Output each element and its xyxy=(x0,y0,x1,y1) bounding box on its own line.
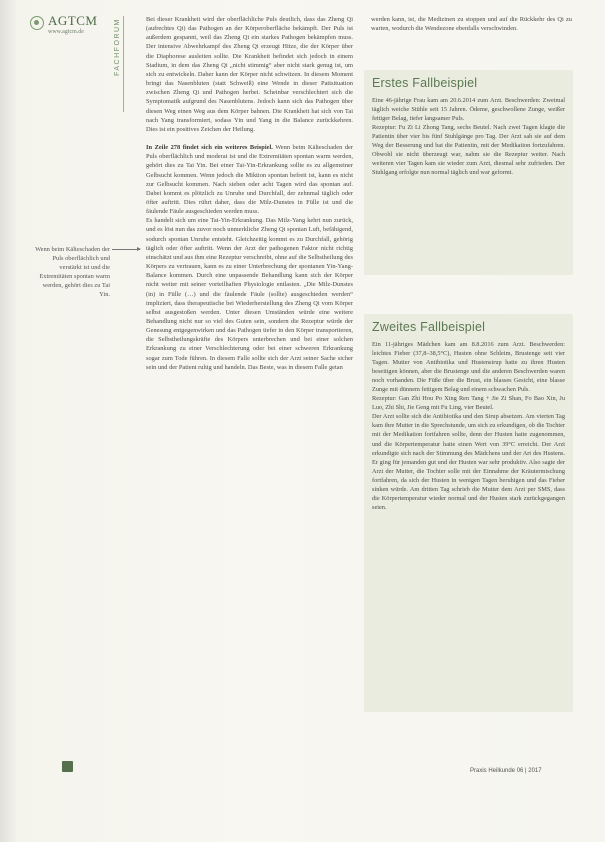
case-1-paragraph-1: Eine 46-jährige Frau kam am 20.6.2014 zum Arzt. Beschwerden: Zweimal täglich weiche Stühle seit 15 Jahren. Ödeme, geschwollene Zunge, weißer fettiger Belag, tiefer langsamer Puls. xyxy=(372,97,565,123)
case-box-2 xyxy=(364,314,573,712)
right-intro-paragraph: werden kann, ist, die Medizinen zu stoppen und auf die Rückkehr des Qi zu warten, wodurch die Wendezone ebenfalls verschwinden. xyxy=(371,16,572,33)
agtcm-logo xyxy=(30,14,125,54)
margin-note-arrow-icon xyxy=(112,249,140,250)
logo-url: www.agtcm.de xyxy=(48,29,84,35)
margin-note: Wenn beim Kälteschaden der Puls oberflächlich und verstärkt ist und die Extremitäten spontan warm werden, gehört dies zu Tai Yin. xyxy=(35,246,110,299)
middle-paragraph-3: Es handelt sich um eine Tai-Yin-Erkrankung. Das Milz-Yang kehrt nun zurück, und es löst nun das zuvor noch unmerkliche Zheng Qi spontan Luft, befähigend, sodurch spontan Unruhe entsteht. Gleichzeitig kommt es zu Durchfall, gehörig täglich oder öfter auftritt. Wenn der Arzt der pathogenen Faktor nicht richtig einschätzt und aus ihm eine Rezeptur verschreibt, ohne auf die Selbstheilung des Körpers zu vertrauen, kann es zu einer Unterbrechung der spontanen Yin-Yang-Balance kommen. Durch eine unpassende Behandlung kann sich der Körper nicht weiter mit seiner vorteilhaften Physiologie entlasten. „Die Milz-Dunstes (in) in Fülle (…) und die fäulende Fäule (sollte) ausgeschieden werden“ impliziert, dass therapeutische bei Wiederherstellung des Zheng Qi vom Körper selbst ausgestoßen werden. Unter diesen Umständen würde eine weitere Behandlung nicht nur so viel des Guten sein, sondern die Rezeptur würde der Genesung entgegenwirken und das Pathogen tiefer in den Körper transportieren, die Selbstheilungskräfte des Körpers unterbrechen und bei einer solchen Erkrankung zu einer Verschlechterung oder bei einer schweren Erkrankung sogar zum Tode führen. In diesem Falle sollte sich der Arzt seiner Sache sicher sein und der Patient ruhig und handeln. Das Beste, was in diesem Falle getan xyxy=(146,217,353,371)
middle-column xyxy=(146,15,353,372)
logo-text-block xyxy=(48,14,97,36)
page-footer: Praxis Heilkunde 06 | 2017 xyxy=(470,768,542,774)
section-divider xyxy=(123,16,124,112)
case-2-title: Zweites Fallbeispiel xyxy=(372,320,486,334)
middle-paragraph-2 xyxy=(146,143,353,216)
section-tag: FACHFORUM xyxy=(114,18,121,76)
case-2-body xyxy=(364,338,573,512)
case-1-title: Erstes Fallbeispiel xyxy=(372,76,478,90)
case-2-paragraph-3: Der Arzt sollte sich die Antibiotika und den Sirup absetzen. Am vierten Tag kam ihre Mutter in die Sprechstunde, um sich zu erkundigen, ob die Tochter mit der Medikation fortfahren sollte, denn der Husten hatte zugenommen, und die Körpertemperatur hatte einen Wert von 39°C erreicht. Der Arzt erkundigte sich nach der Stimmung des Mädchens und der Art des Hustens. Er ging für jemanden gut und der Husten war sehr produktiv. Also sagte der Arzt der Mutter, die Tochter solle mit der Einnahme der Kräutermischung fortfahren, da sich der Husten in wenigen Tagen beruhigen und das Fieber sinken würde. Am dritten Tag schrieb die Mutter dem Arzt per SMS, dass die Körpertemperatur wieder normal und der Husten stark zurückgegangen seien. xyxy=(372,413,565,511)
logo-emblem-icon xyxy=(30,16,44,30)
logo-name: AGTCM xyxy=(48,13,98,28)
case-2-paragraph-2: Rezeptur: Gan Zhi Hou Po Xing Ren Tang + Jie Zi Shan, Fo Bao Xin, Ju Luo, Zhi Shi, Jie Geng mit Fu Ling, vier Beutel. xyxy=(372,395,565,412)
case-1-paragraph-2: Rezeptur: Fu Zi Li Zhong Tang, sechs Beutel. Nach zwei Tagen klagte die Patientin über vier bis fünf Stuhlgänge pro Tag. Der Arzt sah sie auf dem Weg der Besserung und bat die Patientin, mit der Medikation fortzufahren. Obwohl sie nicht überzeugt war, nahm sie die Rezeptur weiter. Nach weiteren vier Tagen kam sie wieder zum Arzt, diesmal sehr zufrieden. Der Stuhlgang erfolgte nun normal täglich und war geformt. xyxy=(372,124,565,177)
middle-paragraph-2-lead: In Zeile 278 findet sich ein weiteres Beispiel. xyxy=(146,144,273,152)
middle-paragraph-2-body: Wenn beim Kälteschaden der Puls oberflächlich und moderat ist und die Extremitäten spontan warm werden, gehört dies zu Tai Yin. Bei einer Tai-Yin-Erkrankung sollte es zu allgemeiner Gelbsucht kommen. Wenn jedoch die Miktion spontan befreit ist, kann es nicht zur Gelbsucht kommen. Nach sieben oder acht Tagen wird das spontan auf. Dabei kommt es plötzlich zu Unruhe und Durchfall, der zehnmal täglich oder öfter auftritt. Dies rührt daher, dass die Milz-Dunstes in Fülle ist und die fäulende Fäule ausgeschieden werden muss. xyxy=(146,144,353,216)
page-fold-shadow xyxy=(0,0,18,842)
case-box-1 xyxy=(364,70,573,275)
middle-paragraph-1: Bei dieser Krankheit wird der oberflächliche Puls deutlich, dass das Zheng Qi (aufrechtes Qi) das Pathogen an der Körperoberfläche bekämpft. Der Puls ist außerdem gespannt, weil das Zheng Qi ein starkes Pathogen bekämpfen muss. Der intensive Abwehrkampf des Zheng Qi erzeugt Hitze, die der Körper über die Diaphorese ausleiten sollte. Die Krankheit befindet sich jedoch in einem Stadium, in dem das Zheng Qi „nicht stimmig“ aber nicht stark genug ist, um sich zu entwickeln. Daher kann der Körper nicht schwitzen. In diesem Moment bringt das Nasenbluten (statt Schweiß) eine Wende in dieser Pattsituation zwischen Zheng Qi und Pathogen herbei. Scheinbar verschlechtert sich die Symptomatik aufgrund des Nasenblutens. Jedoch kann sich das Pathogen über diesen Weg einen Weg aus dem Körper bahnen. Die Krankheit hat sich von Tai nach Yang transformiert, sodass Yin und Yang in die Balance zurückkehren. Dies ist ein positives Zeichen der Heilung. xyxy=(146,16,353,133)
case-1-body xyxy=(364,94,573,177)
page-marker-icon xyxy=(62,761,73,772)
right-column-intro xyxy=(371,15,572,33)
case-2-paragraph-1: Ein 11-jähriges Mädchen kam am 8.8.2016 zum Arzt. Beschwerden: leichtes Fieber (37,8–38,5°C), Husten ohne Schleim, Brustenge seit vier Tagen. Mutter von Antibiotika und Hustensirup hatte zu ihren Husten beseitigen können, aber die Brustenge und die anderen Beschwerden waren noch vorhanden. Die Füße über die Brust, ein blasses Gesicht, eine blasse Zunge mit dünnem fettigem Belag und einem schwachen Puls. xyxy=(372,341,565,394)
